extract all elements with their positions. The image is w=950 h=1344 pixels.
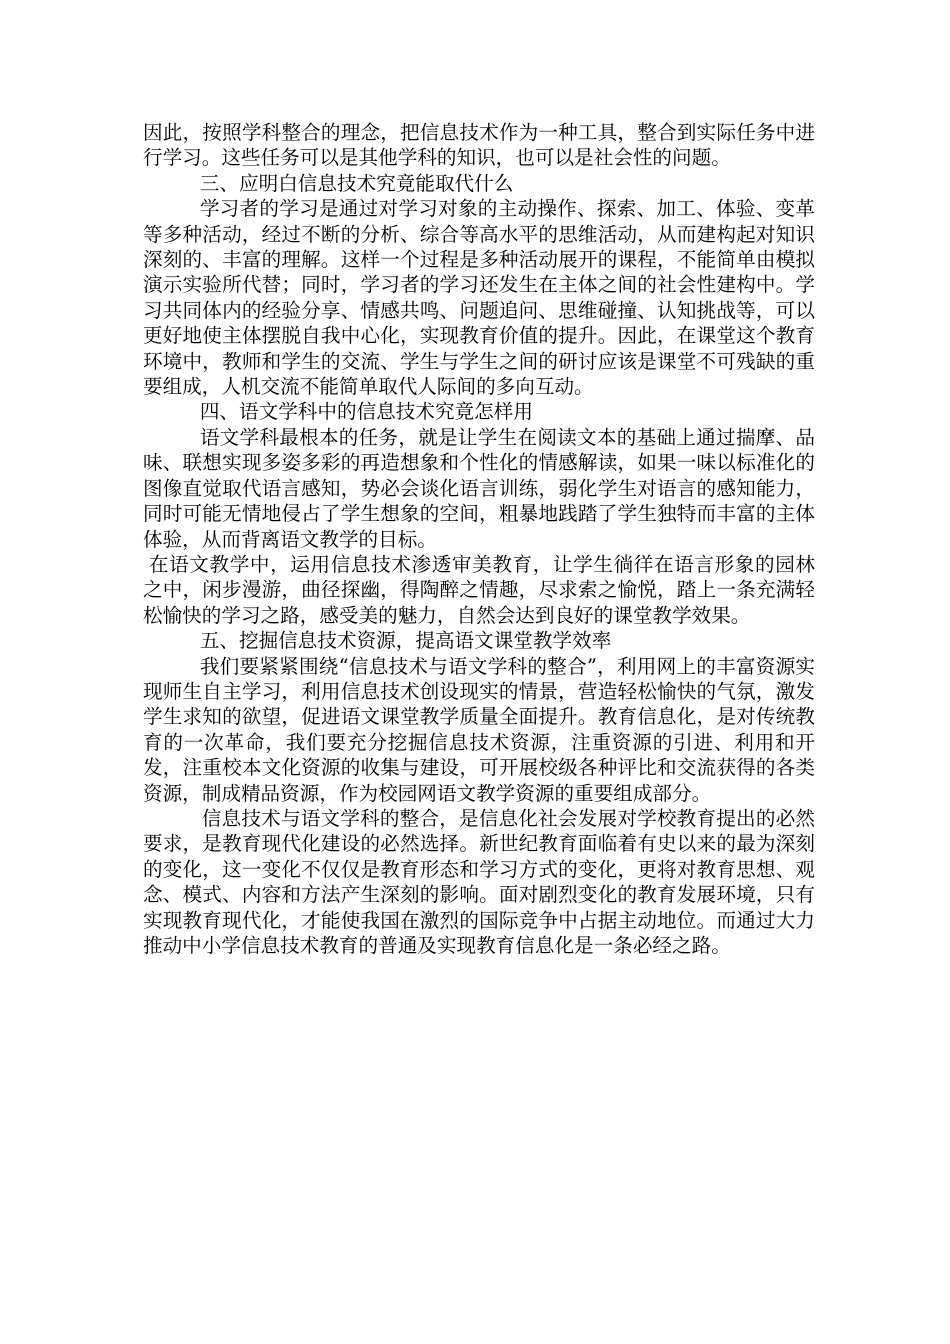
section-heading-3: 三、应明白信息技术究竟能取代什么 bbox=[199, 171, 514, 195]
paragraph: 学习者的学习是通过对学习对象的主动操作、探索、加工、体验、变革等多种活动，经过不断的分析、综合等高水平的思维活动，从而建构起对知识深刻的、丰富的理解。这样一个过程是多种活动展开的课程，不能简单由模拟演示实验所代替；同时，学习者的学习还发生在主体之间的社会性建构中。学习共同体内的经验分享、情感共鸣、问题追问、思维碰撞、认知挑战等，可以更好地使主体摆脱自我中心化，实现教育价值的提升。因此，在课堂这个教育环境中，教师和学生的交流、学生与学生之间的研讨应该是课堂不可残缺的重要组成，人机交流不能简单取代人际间的多向互动。 bbox=[143, 197, 815, 399]
section-heading-4: 四、语文学科中的信息技术究竟怎样用 bbox=[199, 400, 533, 424]
paragraph-conclusion: 信息技术与语文学科的整合，是信息化社会发展对学校教育提出的必然要求，是教育现代化建设的必然选择。新世纪教育面临着有史以来的最为深刻的变化，这一变化不仅仅是教育形态和学习方式的变化，更将对教育思想、观念、模式、内容和方法产生深刻的影响。面对剧烈变化的教育发展环境，只有实现教育现代化，才能使我国在激烈的国际竞争中占据主动地位。而通过大力推动中小学信息技术教育的普通及实现教育信息化是一条必经之路。 bbox=[143, 806, 815, 957]
paragraph: 在语文教学中，运用信息技术渗透审美教育，让学生徜徉在语言形象的园林之中，闲步漫游，曲径探幽，得陶醉之情趣，尽求索之愉悦，踏上一条充满轻松愉快的学习之路，感受美的魅力，自然会达到良好的课堂教学效果。 bbox=[143, 552, 815, 627]
paragraph: 我们要紧紧围绕“信息技术与语文学科的整合”，利用网上的丰富资源实现师生自主学习，利用信息技术创设现实的情景，营造轻松愉快的气氛，激发学生求知的欲望，促进语文课堂教学质量全面提升。教育信息化，是对传统教育的一次革命，我们要充分挖掘信息技术资源，注重资源的引进、利用和开发，注重校本文化资源的收集与建设，可开展校级各种评比和交流获得的各类资源，制成精品资源，作为校园网语文教学资源的重要组成部分。 bbox=[143, 654, 815, 805]
section-heading-5: 五、挖掘信息技术资源，提高语文课堂教学效率 bbox=[199, 629, 612, 653]
paragraph-continuation: 因此，按照学科整合的理念，把信息技术作为一种工具，整合到实际任务中进行学习。这些任务可以是其他学科的知识，也可以是社会性的问题。 bbox=[143, 121, 815, 170]
paragraph: 语文学科最根本的任务，就是让学生在阅读文本的基础上通过揣摩、品味、联想实现多姿多彩的再造想象和个性化的情感解读，如果一味以标准化的图像直觉取代语言感知，势必会谈化语言训练，弱化学生对语言的感知能力，同时可能无情地侵占了学生想象的空间，粗暴地践踏了学生独特而丰富的主体体验，从而背离语文教学的目标。 bbox=[143, 425, 815, 551]
body-text bbox=[143, 120, 815, 958]
